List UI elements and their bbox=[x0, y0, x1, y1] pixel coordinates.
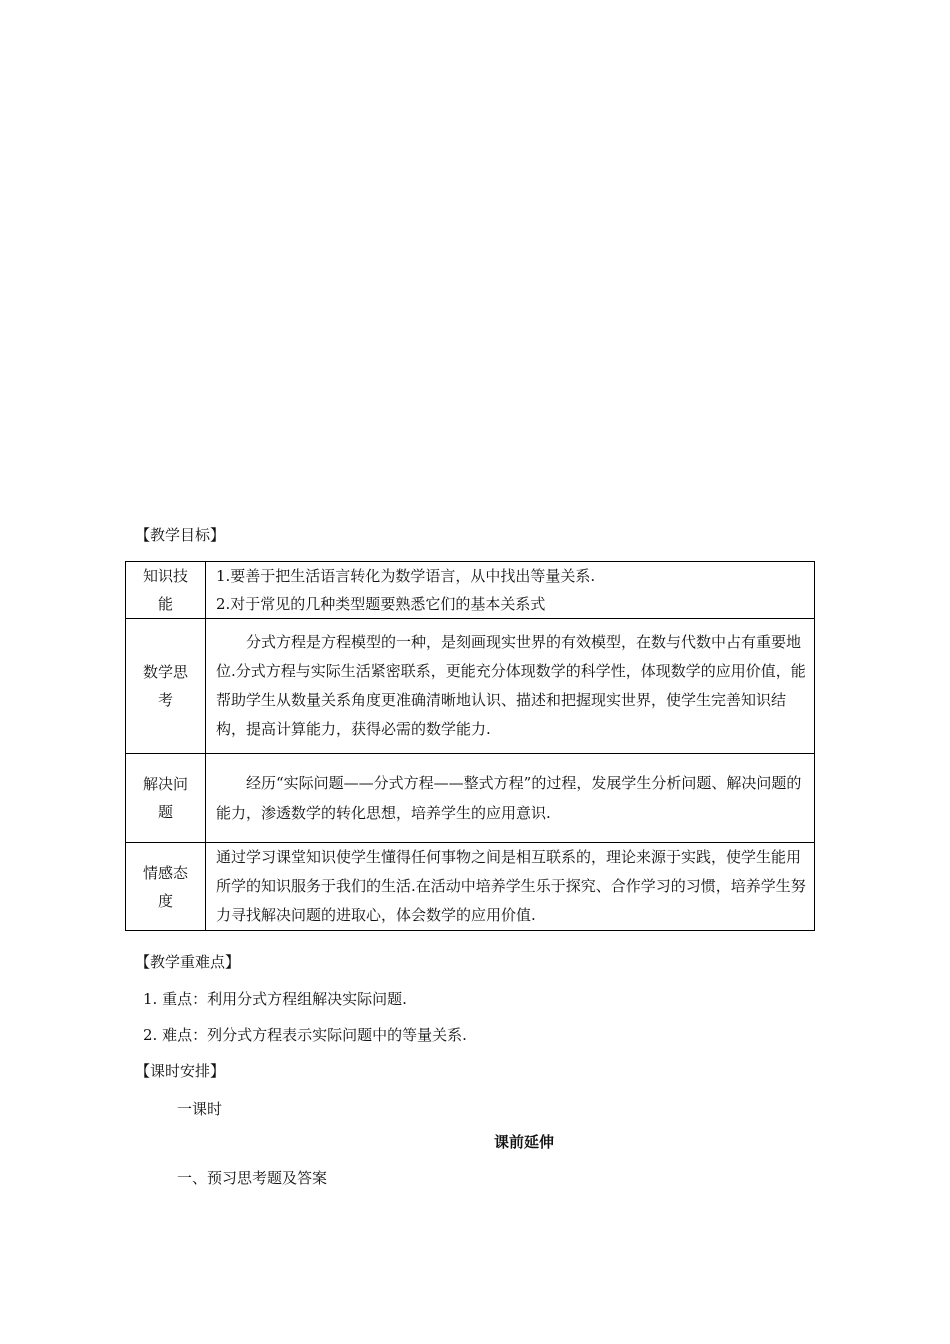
section-heading-keypoints: 【教学重难点】 bbox=[135, 953, 241, 971]
row-content-line: 2.对于常见的几种类型题要熟悉它们的基本关系式 bbox=[216, 595, 546, 613]
table-row bbox=[126, 754, 815, 843]
page-section-title: 课前延伸 bbox=[494, 1133, 555, 1151]
row-content-text: 分式方程是方程模型的一种，是刻画现实世界的有效模型，在数与代数中占有重要地位.分式方程与实际生活紧密联系，更能充分体现数学的科学性，体现数学的应用价值，能帮助学生从数量关系角度更准确清晰地认识、描述和把握现实世界，使学生完善知识结构，提高计算能力，获得必需的数学能力. bbox=[216, 633, 806, 738]
row-label-line: 能 bbox=[157, 595, 173, 613]
schedule-text: 一课时 bbox=[177, 1100, 223, 1118]
row-content bbox=[206, 754, 815, 843]
table-row bbox=[126, 843, 815, 931]
row-content bbox=[206, 562, 815, 619]
goals-table bbox=[125, 561, 815, 931]
row-label bbox=[126, 754, 206, 843]
row-label bbox=[126, 843, 206, 931]
row-label bbox=[126, 562, 206, 619]
section-heading-goals: 【教学目标】 bbox=[135, 526, 226, 544]
keypoint-item: 1. 重点：利用分式方程组解决实际问题. bbox=[143, 990, 407, 1008]
row-label-line: 情感态 bbox=[142, 863, 188, 882]
row-content-line: 1.要善于把生活语言转化为数学语言，从中找出等量关系. bbox=[216, 567, 596, 585]
table-row bbox=[126, 562, 815, 619]
row-content bbox=[206, 843, 815, 931]
subsection-heading: 一、预习思考题及答案 bbox=[177, 1169, 328, 1187]
table-row bbox=[126, 619, 815, 754]
row-content bbox=[206, 619, 815, 754]
row-label-line: 题 bbox=[157, 803, 173, 821]
row-label-line: 解决问 bbox=[142, 775, 188, 793]
row-label-line: 度 bbox=[157, 891, 173, 910]
row-label bbox=[126, 619, 206, 754]
row-label-line: 数学思 bbox=[142, 663, 188, 681]
row-label-line: 考 bbox=[157, 691, 173, 709]
section-heading-schedule: 【课时安排】 bbox=[135, 1062, 226, 1080]
keypoint-item: 2. 难点：列分式方程表示实际问题中的等量关系. bbox=[143, 1026, 467, 1044]
row-content-text: 通过学习课堂知识使学生懂得任何事物之间是相互联系的，理论来源于实践，使学生能用所学的知识服务于我们的生活.在活动中培养学生乐于探究、合作学习的习惯，培养学生努力寻找解决问题的进取心，体会数学的应用价值. bbox=[216, 848, 806, 924]
row-content-text: 经历“实际问题——分式方程——整式方程”的过程，发展学生分析问题、解决问题的能力，渗透数学的转化思想，培养学生的应用意识. bbox=[216, 774, 802, 822]
row-label-line: 知识技 bbox=[142, 567, 188, 585]
